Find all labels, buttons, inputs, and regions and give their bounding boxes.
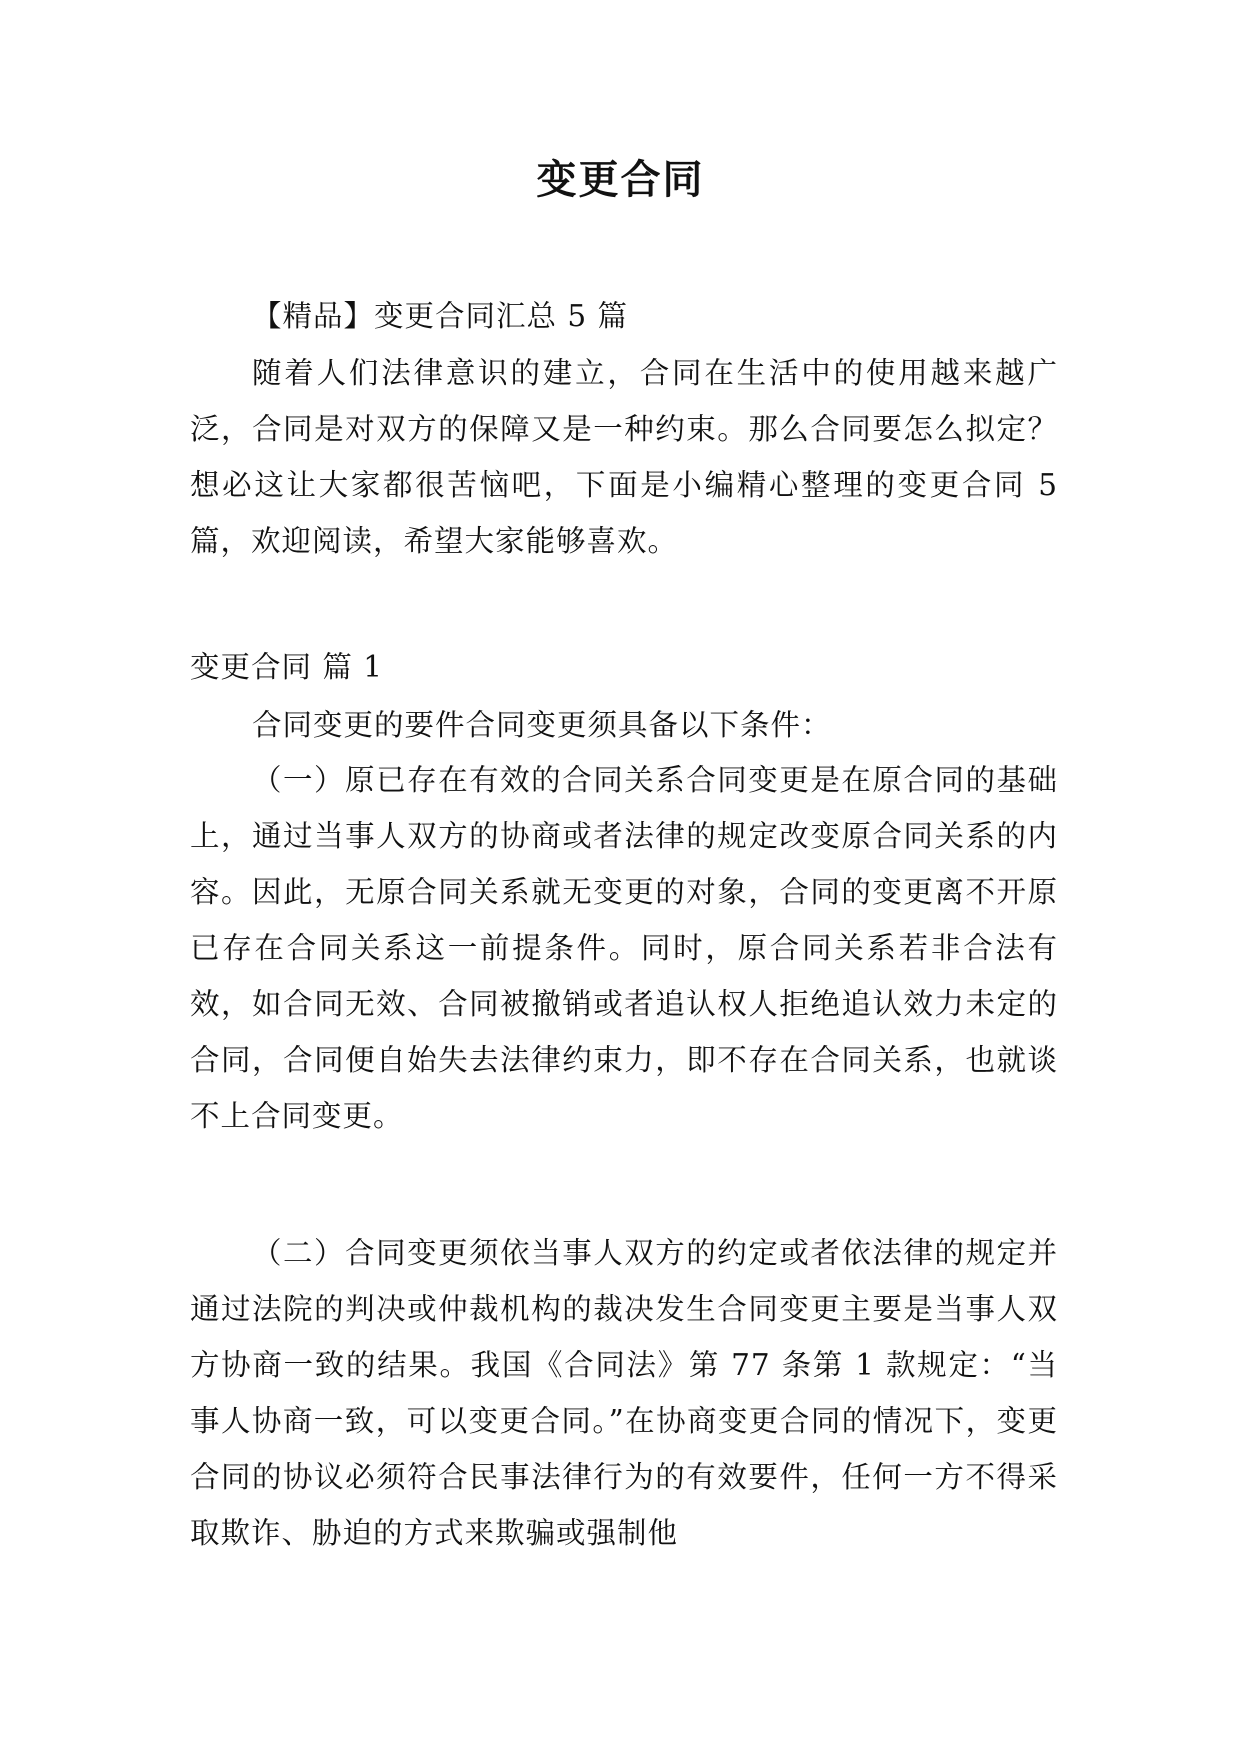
document-title: 变更合同: [536, 157, 705, 203]
section-heading: 变更合同 篇 1: [190, 650, 384, 684]
section-paragraph-2: （二）合同变更须依当事人双方的约定或者依法律的规定并通过法院的判决或仲裁机构的裁决发生合同变更主要是当事人双方协商一致的结果。我国《合同法》第 77 条第 1 款规定：“当事人协商一致，可以变更合同。”在协商变更合同的情况下，变更合同的协议必须符合民事法律行为的有效要件，任何一方不得采取欺诈、胁迫的方式来欺骗或强制他: [190, 1236, 1058, 1550]
section-lead-paragraph: 合同变更的要件合同变更须具备以下条件：: [252, 708, 832, 742]
section-paragraph-1: （一）原已存在有效的合同关系合同变更是在原合同的基础上，通过当事人双方的协商或者法律的规定改变原合同关系的内容。因此，无原合同关系就无变更的对象，合同的变更离不开原已存在合同关系这一前提条件。同时，原合同关系若非合法有效，如合同无效、合同被撤销或者追认权人拒绝追认效力未定的合同，合同便自始失去法律约束力，即不存在合同关系，也就谈不上合同变更。: [190, 763, 1058, 1133]
intro-paragraph: 随着人们法律意识的建立，合同在生活中的使用越来越广泛，合同是对双方的保障又是一种约束。那么合同要怎么拟定？想必这让大家都很苦恼吧，下面是小编精心整理的变更合同 5 篇，欢迎阅读，希望大家能够喜欢。: [190, 356, 1058, 558]
intro-label: 【精品】变更合同汇总 5 篇: [252, 299, 629, 333]
